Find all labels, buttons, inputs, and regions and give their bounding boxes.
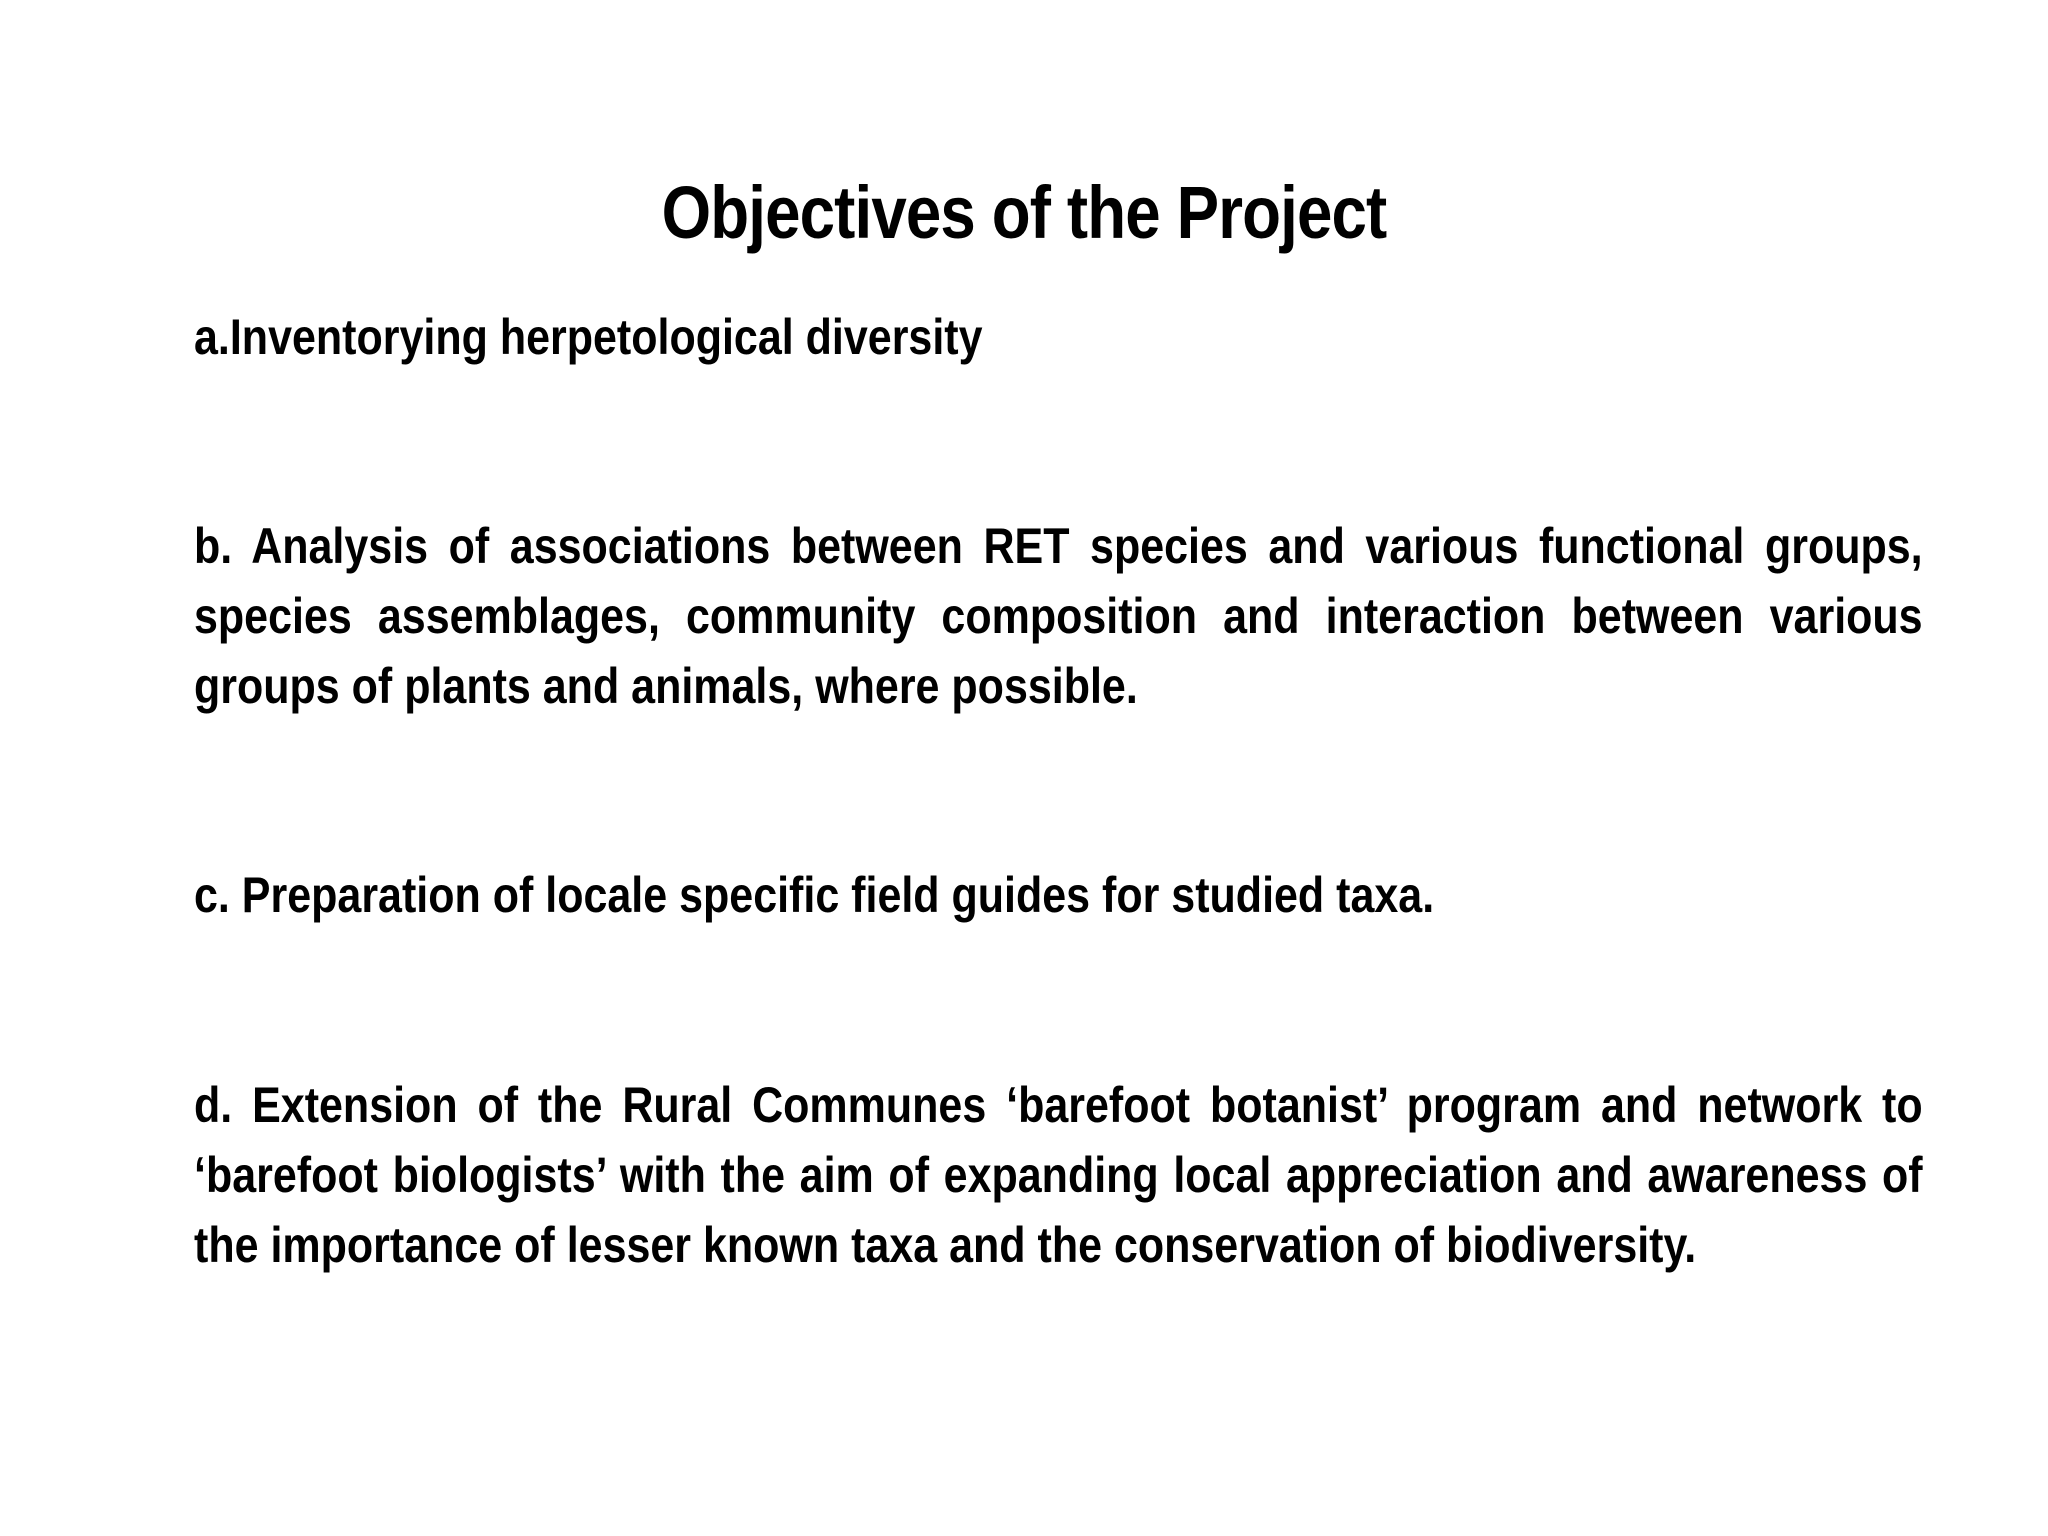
objective-d bbox=[194, 1070, 1924, 1280]
slide-title: Objectives of the Project bbox=[661, 171, 1387, 254]
objective-d-text: d. Extension of the Rural Communes ‘barefoot botanist’ program and network to ‘barefoot biologists’ with the aim of expanding local appreciation and awareness of the importance of lesser known taxa and the conservation of biodiversity. bbox=[194, 1077, 1923, 1273]
objective-b bbox=[194, 511, 1924, 721]
objective-b-text: b. Analysis of associations between RET species and various functional groups, species assemblages, community composition and interaction between various groups of plants and animals, where possible. bbox=[194, 518, 1923, 714]
objective-c-text: c. Preparation of locale specific field guides for studied taxa. bbox=[194, 867, 1435, 923]
objective-c bbox=[194, 860, 1924, 930]
objective-a bbox=[194, 302, 1924, 372]
objective-a-text: a.Inventorying herpetological diversity bbox=[194, 309, 983, 365]
